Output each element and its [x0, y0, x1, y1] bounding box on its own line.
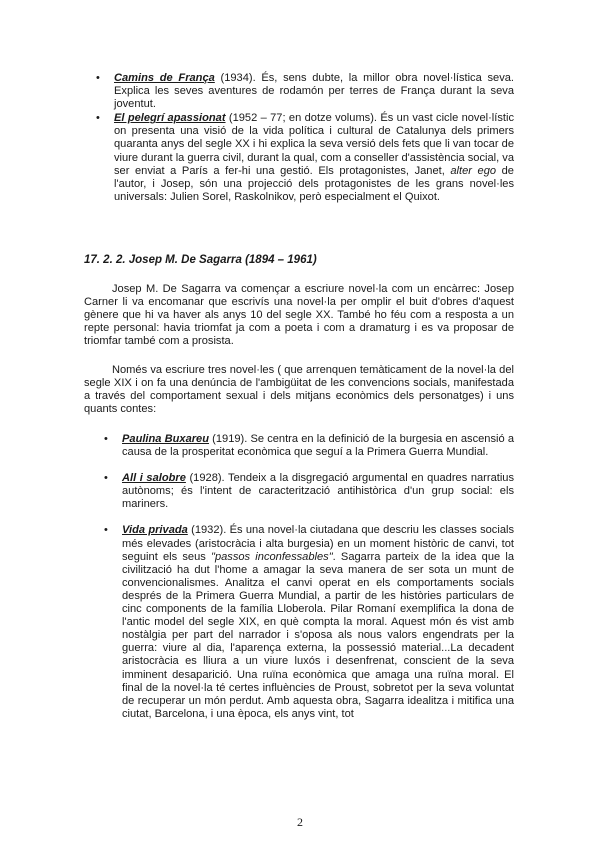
bullet-icon: • — [96, 72, 100, 84]
book-description-end: . Sagarra parteix de la idea que la civilització ha dut l'home a amagar la seva manera de ser sota un munt de convencionalismes. Analitza el canvi operat en els comportaments socials després de la Primera Guerra Mundial, a partir de les històries particulars de cinc components de la família Lloberola. Pilar Romaní exemplifica la dona de l'antic model del segle XIX, en què compta la moral. Aquest món és vist amb nostàlgia per part del narrador i s'oposa als nous valors engendrats per la guerra: viure al dia, l'aparença externa, la possessió material...La decadent aristocràcia es lliura a un viure luxós i desenfrenat, conscient de la seva imminent desaparició. Una ruïna econòmica que amaga una ruïna moral. El final de la novel·la té certes influències de Proust, sobretot per la seva voluntat de recuperar un món perdut. Amb aquesta obra, Sagarra idealitza i mitifica una ciutat, Barcelona, i una època, els anys vint, tot — [122, 550, 515, 720]
list-item — [104, 472, 514, 511]
italic-phrase: alter ego — [450, 164, 497, 177]
list-item — [96, 112, 514, 204]
bullet-icon: • — [104, 472, 108, 485]
book-description: (1952 – 77; en dotze volums). És un vast cicle novel·lístic on presenta una visió de la vida política i cultural de Catalunya dels primers quaranta anys del segle XX i hi explica la seva versió dels fets que li van tocar de viure durant la guerra civil, durant la qual, com a conseller d'assistència social, va ser enviat a París a fer-hi una gestió. Els protagonistes, Janet, — [114, 112, 514, 177]
list-item — [96, 72, 514, 111]
paragraph: Només va escriure tres novel·les ( que arrenquen temàticament de la novel·la del segle XIX i on fa una denúncia de l'ambigüitat de les convencions socials, manifestada a través del comportament sexual i dels mitjans econòmics dels personatges) i uns quants contes: — [84, 364, 514, 416]
bullet-icon: • — [104, 524, 108, 537]
book-description-end: de l'autor, i Josep, són una projecció dels protagonistes de les grans novel·les universals: Julien Sorel, Raskolnikov, però especialment el Quixot. — [114, 164, 514, 203]
book-title: Paulina Buxareu — [122, 433, 210, 445]
section-heading: 17. 2. 2. Josep M. De Sagarra (1894 – 1961) — [84, 254, 317, 266]
list-item — [104, 524, 514, 720]
book-title: El pelegrí apassionat — [114, 112, 226, 125]
paragraph: Josep M. De Sagarra va començar a escriure novel·la com un encàrrec: Josep Carner li va encomanar que escrivís una novel·la per omplir el buit d'obres d'aquest gènere que hi va haver als anys 10 del segle XX. També ho féu com a resposta a un repte personal: havia triomfat ja com a poeta i com a dramaturg i es va proposar de triomfar també com a prosista. — [84, 283, 514, 348]
novels-list — [104, 433, 514, 721]
book-description: (1928). Tendeix a la disgregació argumental en quadres narratius autònoms; és l'intent de caracterització antihistòrica d'un grup social: els mariners. — [122, 472, 515, 511]
italic-phrase: "passos inconfessables" — [211, 550, 333, 563]
book-title: Vida privada — [122, 524, 188, 537]
book-description: (1919). Se centra en la definició de la burgesia en ascensió a causa de la prosperitat econòmica que seguí a la Primera Guerra Mundial. — [122, 433, 514, 459]
bullet-icon: • — [96, 112, 100, 125]
book-title: Camins de França — [114, 72, 215, 84]
top-bullet-list — [96, 72, 514, 204]
list-item — [104, 433, 514, 459]
book-description: (1934). És, sens dubte, la millor obra novel·lística seva. Explica les seves aventures de rodamón per terres de França durant la seva joventut. — [114, 72, 514, 111]
page-number: 2 — [297, 815, 303, 829]
book-description: (1932). És una novel·la ciutadana que descriu les classes socials més elevades (aristocràcia i alta burgesia) en un moment històric de canvi, tot seguint els seus — [122, 524, 515, 563]
bullet-icon: • — [104, 433, 108, 445]
book-title: All i salobre — [122, 472, 186, 485]
